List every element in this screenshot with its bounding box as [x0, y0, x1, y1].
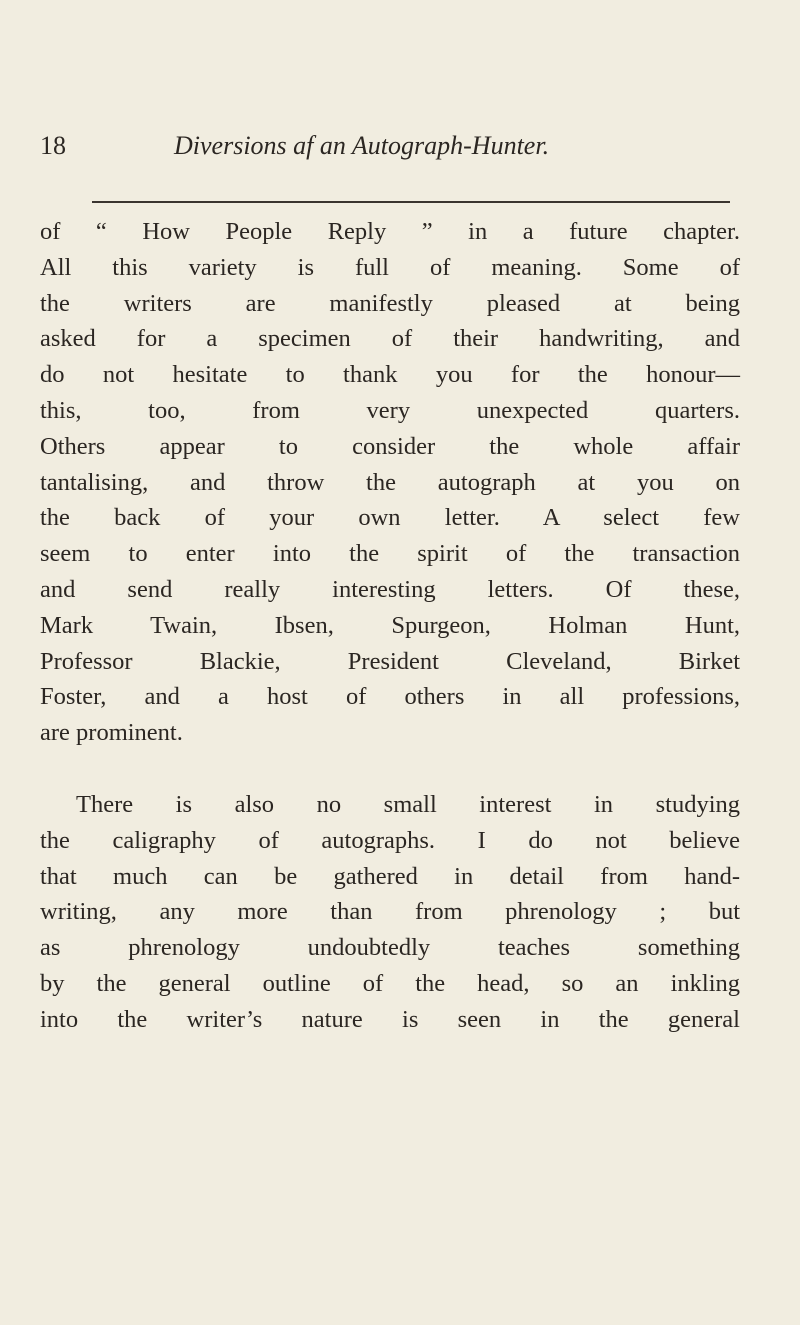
body-text — [40, 214, 740, 1038]
text-line: do not hesitate to thank you for the honour— — [40, 361, 740, 389]
text-line: There is also no small interest in studying — [76, 790, 740, 818]
text-line: of “ How People Reply ” in a future chapter. — [40, 218, 740, 245]
header-rule — [92, 201, 730, 203]
book-title: Diversions af an Autograph-Hunter. — [174, 131, 550, 160]
text-line: are prominent. — [40, 719, 183, 747]
text-line: the writers are manifestly pleased at being — [40, 289, 740, 317]
text-line: this, too, from very unexpected quarters. — [40, 396, 740, 424]
running-head — [40, 126, 740, 166]
text-line: as phrenology undoubtedly teaches something — [40, 934, 740, 962]
text-line: and send really interesting letters. Of these, — [40, 575, 740, 603]
text-line: Mark Twain, Ibsen, Spurgeon, Holman Hunt, — [40, 611, 740, 639]
paragraph-1 — [40, 214, 740, 751]
text-line: writing, any more than from phrenology ; but — [40, 898, 740, 926]
text-line: the back of your own letter. A select few — [40, 504, 740, 532]
text-line: seem to enter into the spirit of the transaction — [40, 540, 740, 568]
text-line: tantalising, and throw the autograph at you on — [40, 468, 740, 496]
paragraph-gap — [40, 751, 740, 787]
text-line: asked for a specimen of their handwriting, and — [40, 325, 740, 353]
page-number: 18 — [40, 131, 66, 160]
text-line: Foster, and a host of others in all professions, — [40, 683, 740, 711]
text-line: the caligraphy of autographs. I do not believe — [40, 826, 740, 854]
text-line: by the general outline of the head, so an inkling — [40, 969, 740, 997]
text-line: that much can be gathered in detail from hand- — [40, 862, 740, 890]
text-line: Others appear to consider the whole affair — [40, 432, 740, 460]
text-line: Professor Blackie, President Cleveland, Birket — [40, 647, 740, 675]
text-line: into the writer’s nature is seen in the general — [40, 1005, 740, 1033]
paragraph-2 — [40, 787, 740, 1038]
text-line: All this variety is full of meaning. Some of — [40, 253, 740, 281]
